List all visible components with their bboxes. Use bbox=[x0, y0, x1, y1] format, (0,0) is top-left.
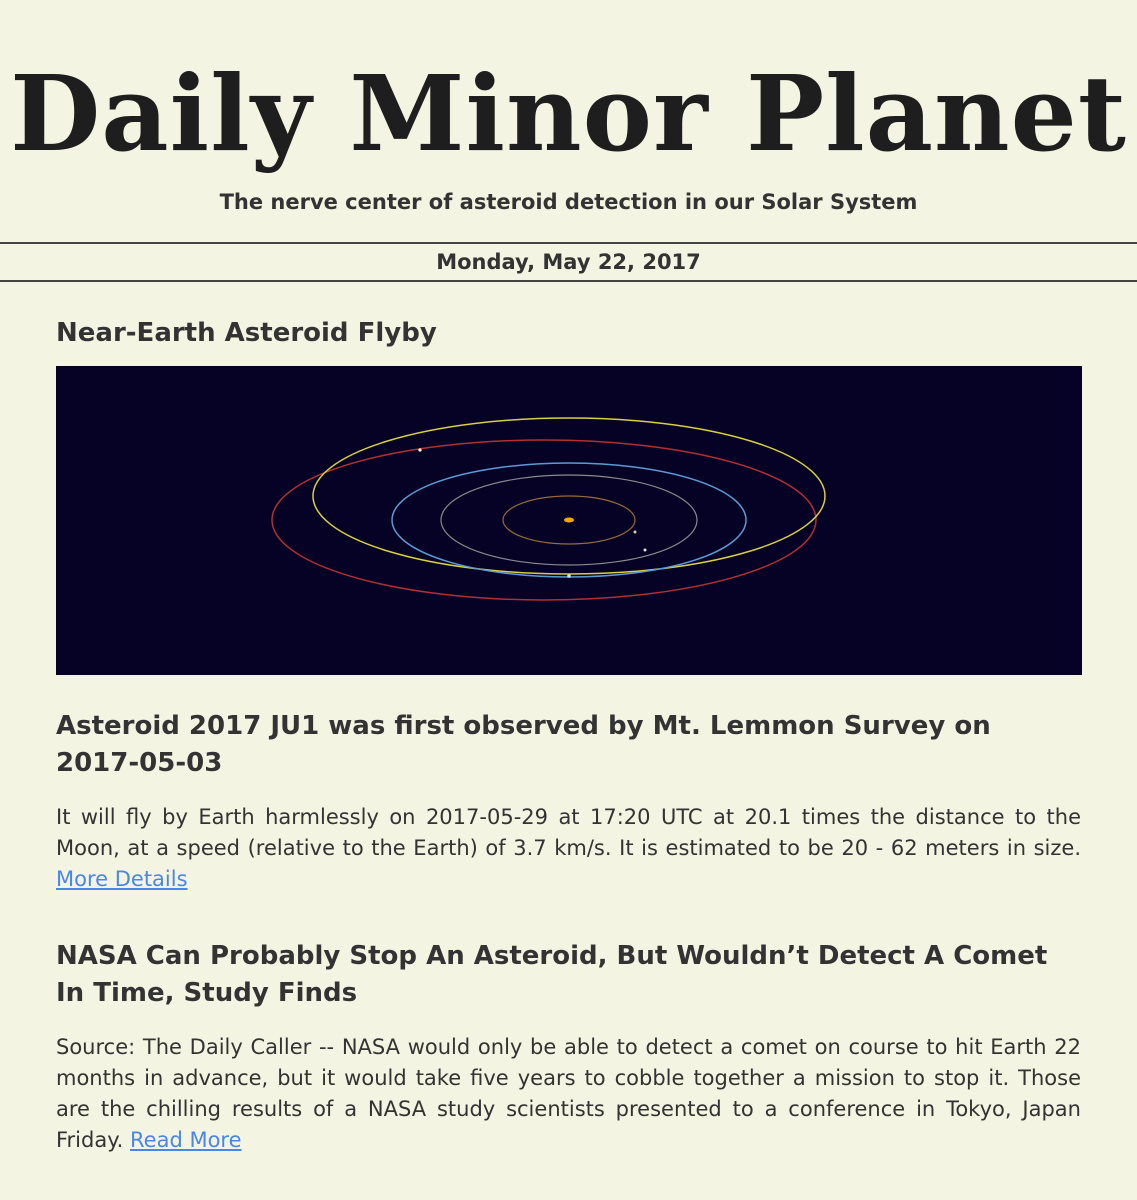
tagline: The nerve center of asteroid detection in our Solar System bbox=[219, 190, 918, 214]
section-title: Near-Earth Asteroid Flyby bbox=[56, 318, 437, 348]
asteroid-marker bbox=[418, 448, 421, 451]
more-details-link[interactable]: More Details bbox=[56, 867, 188, 891]
story2-body bbox=[56, 1032, 1081, 1156]
dateline: Monday, May 22, 2017 bbox=[0, 242, 1137, 282]
story2-headline: NASA Can Probably Stop An Asteroid, But Wouldn’t Detect A Comet In Time, Study Finds bbox=[56, 941, 1048, 1008]
main-content bbox=[0, 282, 1137, 1156]
masthead-title: Daily Minor Planet bbox=[10, 52, 1127, 175]
story2-text: Source: The Daily Caller -- NASA would only be able to detect a comet on course to hit Earth 22 months in advance, but it would take five years to cobble together a mission to stop it. Those are the chilling results of a NASA study scientists presented to a conference in Tokyo, Japan Friday. bbox=[56, 1035, 1081, 1152]
story1-text: It will fly by Earth harmlessly on 2017-05-29 at 17:20 UTC at 20.1 times the distance to the Moon, at a speed (relative to the Earth) of 3.7 km/s. It is estimated to be 20 - 62 meters in size. bbox=[56, 805, 1081, 860]
story1-headline: Asteroid 2017 JU1 was first observed by Mt. Lemmon Survey on 2017-05-03 bbox=[56, 711, 991, 778]
orbit-diagram bbox=[56, 366, 1082, 675]
sun bbox=[564, 518, 574, 523]
story1-body bbox=[56, 802, 1081, 895]
masthead bbox=[0, 0, 1137, 216]
read-more-link[interactable]: Read More bbox=[130, 1128, 242, 1152]
earth-planet bbox=[567, 574, 571, 578]
mercury-planet bbox=[634, 531, 637, 534]
venus-planet bbox=[644, 549, 647, 552]
